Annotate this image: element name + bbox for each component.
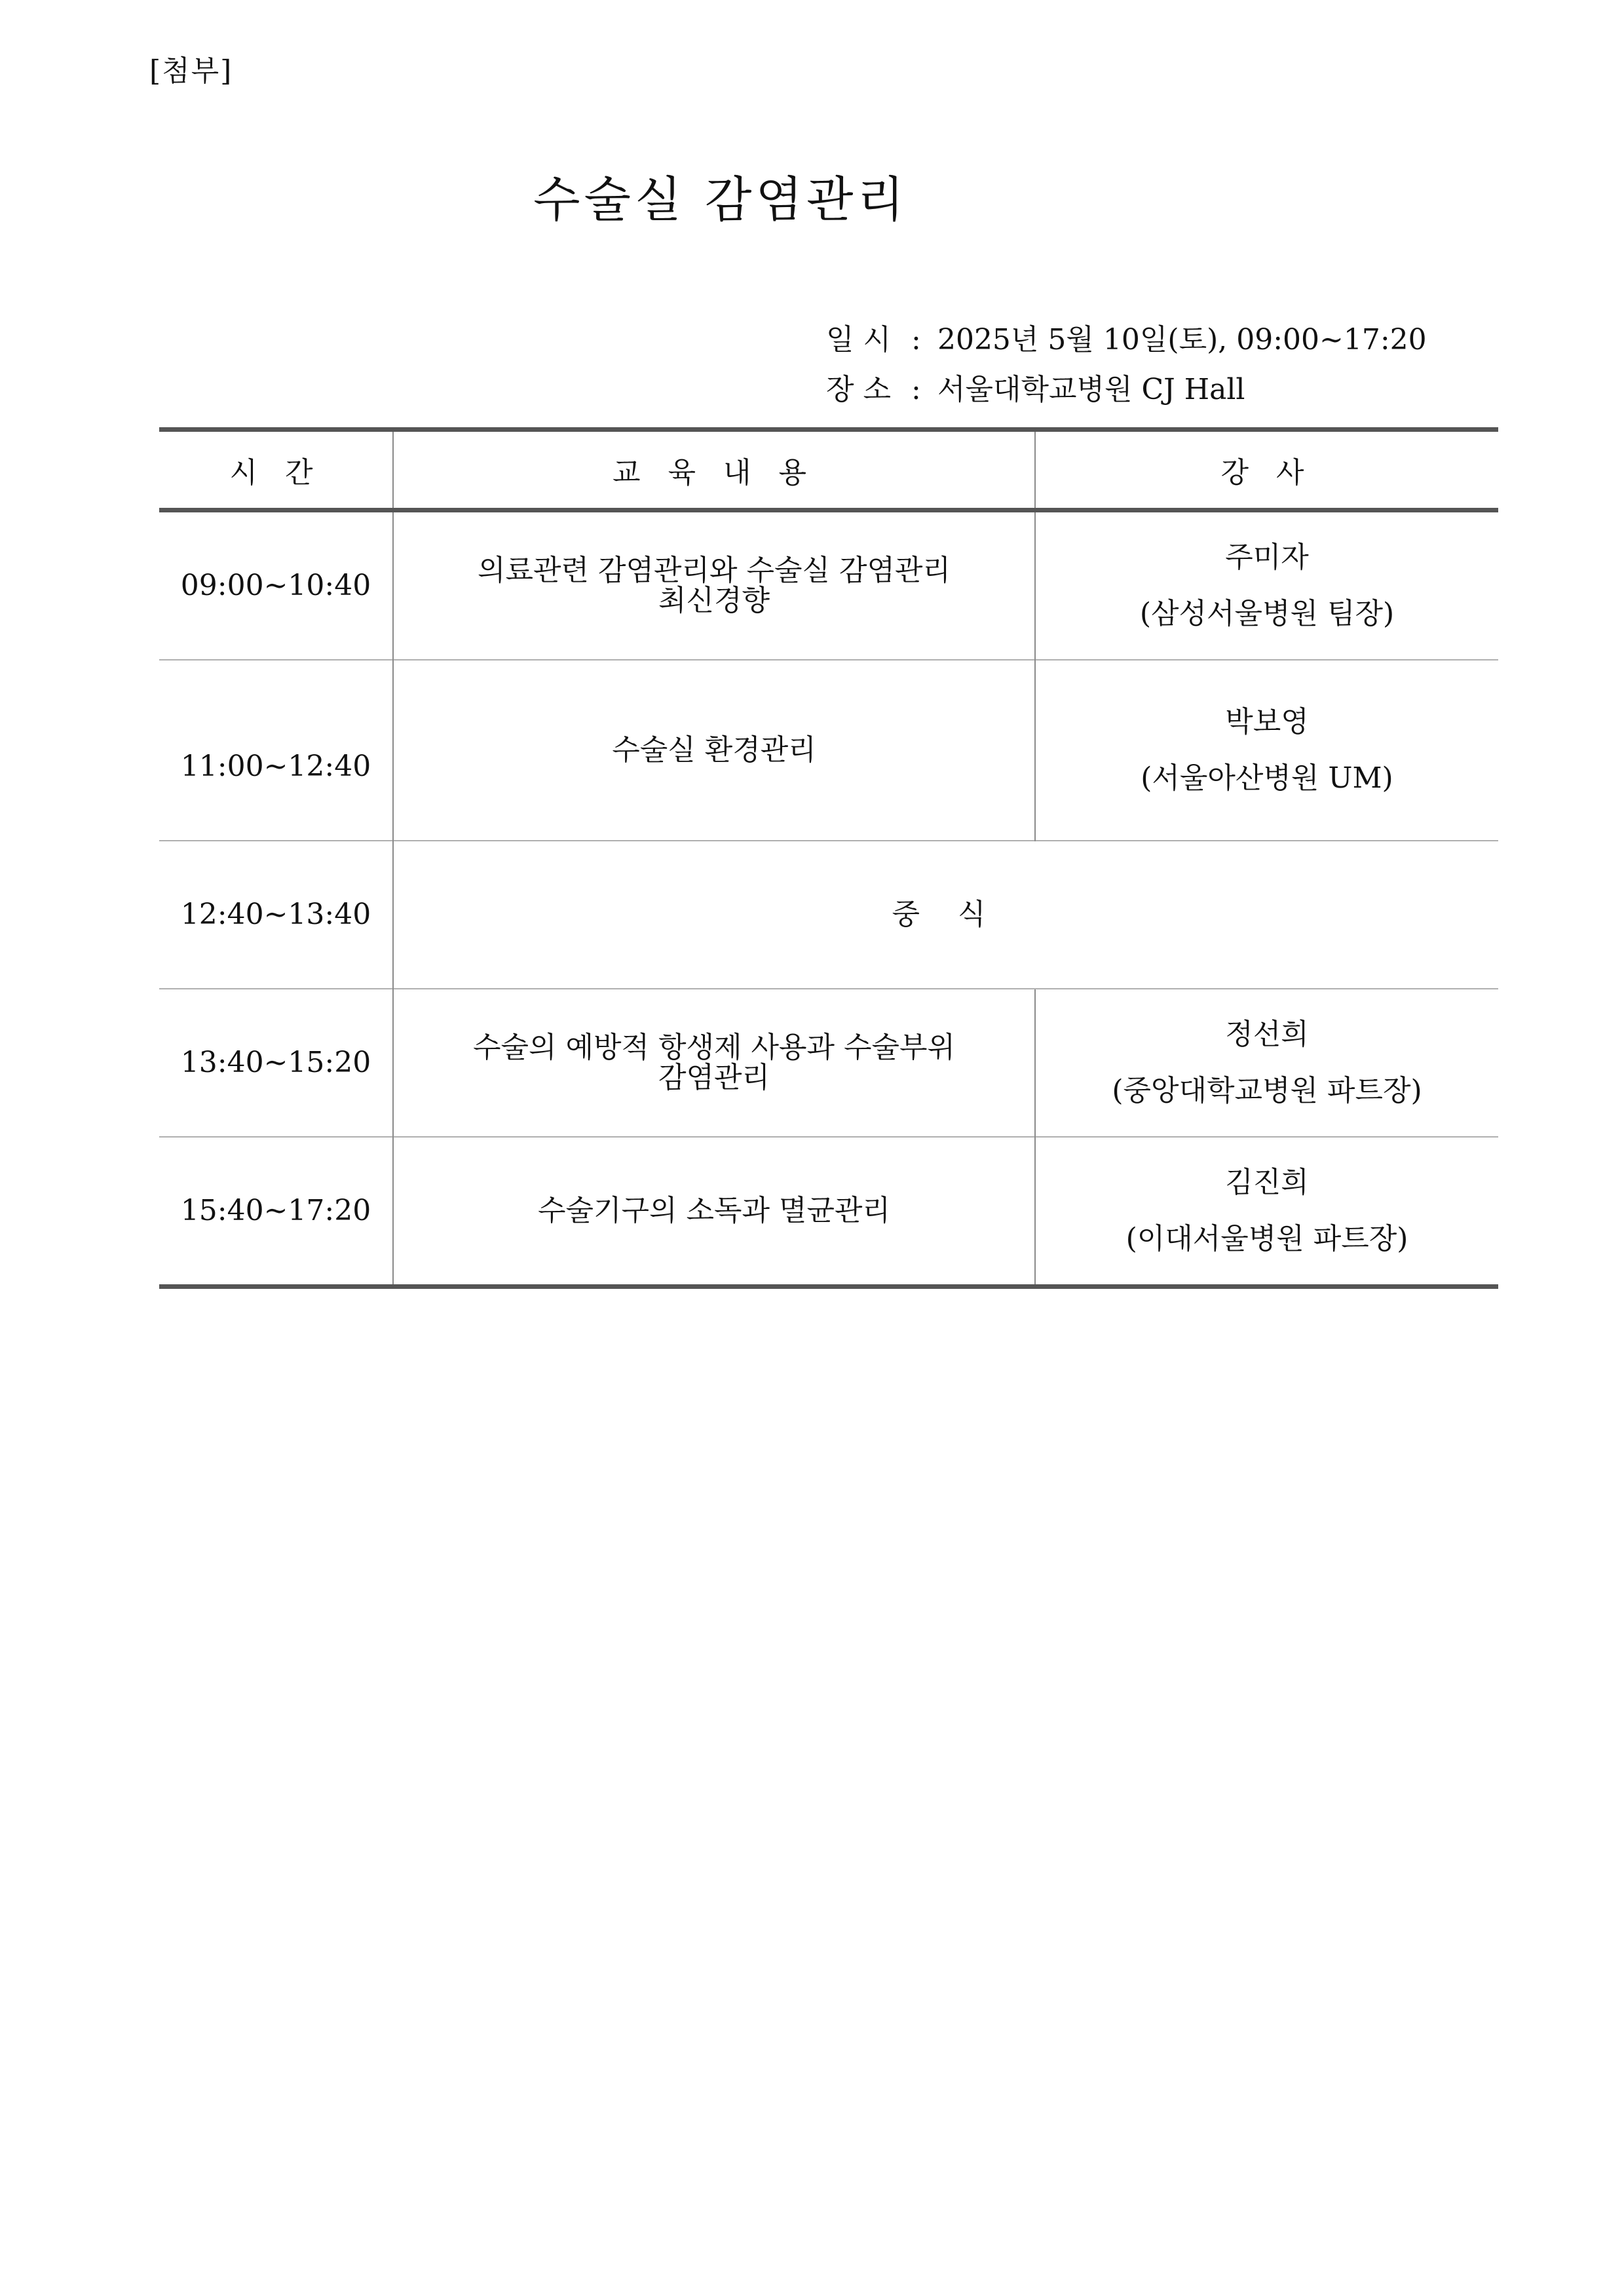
speaker-name: 주미자 bbox=[1225, 540, 1309, 574]
content-cell bbox=[393, 510, 1035, 660]
speaker-cell bbox=[1035, 660, 1498, 841]
speaker-affiliation: (중앙대학교병원 파트장) bbox=[1112, 1074, 1422, 1107]
header-time: 시 간 bbox=[159, 430, 393, 510]
time-cell: 13:40~15:20 bbox=[159, 989, 393, 1137]
speaker-cell bbox=[1035, 510, 1498, 660]
speaker-cell bbox=[1035, 1137, 1498, 1287]
content-cell bbox=[393, 660, 1035, 841]
content-line: 수술실 환경관리 bbox=[612, 733, 816, 767]
table-row bbox=[159, 660, 1498, 841]
speaker-name: 박보영 bbox=[1225, 704, 1309, 738]
content-line: 의료관련 감염관리와 수술실 감염관리 bbox=[477, 553, 951, 587]
date-value: 2025년 5월 10일(토), 09:00~17:20 bbox=[937, 323, 1427, 356]
content-line: 최신경향 bbox=[658, 584, 770, 617]
speaker-cell bbox=[1035, 989, 1498, 1137]
table-header-row bbox=[159, 430, 1498, 510]
speaker-affiliation: (서울아산병원 UM) bbox=[1141, 761, 1393, 795]
content-cell bbox=[393, 989, 1035, 1137]
place-value: 서울대학교병원 CJ Hall bbox=[937, 373, 1245, 406]
table-row bbox=[159, 989, 1498, 1137]
attachment-label: [첨부] bbox=[149, 54, 233, 88]
header-content: 교 육 내 용 bbox=[393, 430, 1035, 510]
time-cell: 11:00~12:40 bbox=[159, 660, 393, 841]
header-speaker: 강 사 bbox=[1035, 430, 1498, 510]
date-label: 일 시 bbox=[825, 323, 891, 356]
speaker-name: 김진희 bbox=[1225, 1165, 1309, 1199]
speaker-affiliation: (삼성서울병원 팀장) bbox=[1139, 597, 1395, 630]
schedule-table bbox=[159, 427, 1498, 1289]
time-cell: 15:40~17:20 bbox=[159, 1137, 393, 1287]
place-separator: : bbox=[911, 373, 921, 406]
date-separator: : bbox=[911, 323, 921, 356]
date-row bbox=[789, 265, 1427, 356]
content-line: 수술의 예방적 항생제 사용과 수술부위 bbox=[472, 1030, 955, 1064]
speaker-name: 정선희 bbox=[1225, 1017, 1309, 1051]
table-row bbox=[159, 841, 1498, 989]
content-line: 수술기구의 소독과 멸균관리 bbox=[537, 1193, 891, 1227]
document-title: 수술실 감염관리 bbox=[533, 171, 908, 228]
content-cell bbox=[393, 1137, 1035, 1287]
speaker-affiliation: (이대서울병원 파트장) bbox=[1125, 1222, 1408, 1255]
lunch-cell bbox=[393, 841, 1498, 989]
content-line: 감염관리 bbox=[658, 1061, 770, 1094]
time-cell: 09:00~10:40 bbox=[180, 568, 371, 602]
event-info bbox=[789, 265, 1427, 406]
place-label: 장 소 bbox=[825, 373, 891, 406]
time-cell: 12:40~13:40 bbox=[159, 841, 393, 989]
table-row bbox=[159, 510, 1498, 660]
table-row bbox=[159, 1137, 1498, 1287]
lunch-label: 중 식 bbox=[892, 897, 1000, 931]
